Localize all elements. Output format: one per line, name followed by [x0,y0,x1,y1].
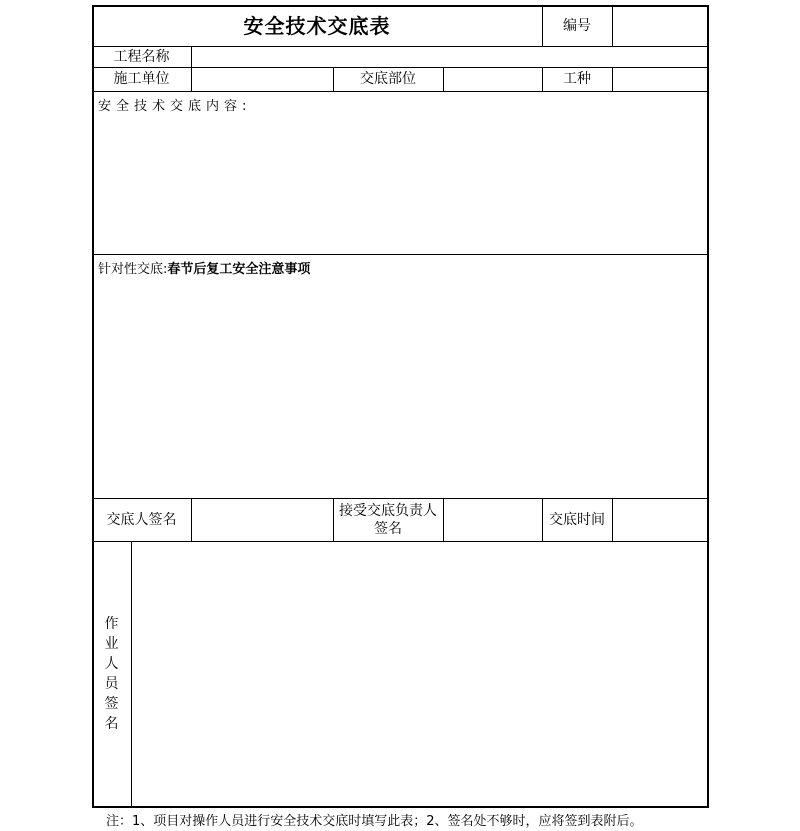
workers-label-char: 员 [104,676,119,692]
targeted-label: 针对性交底: [98,262,168,277]
work-type-label: 工种 [563,71,591,87]
receiver-signature-field[interactable] [443,498,542,541]
row-divider [92,541,709,542]
row-divider [92,91,709,92]
receiver-label-line1: 接受交底负责人 [339,502,437,519]
workers-label-char: 人 [104,656,119,672]
handover-person-label: 交底人签名 [106,511,177,528]
workers-label-char: 签 [104,696,119,712]
work-type-field[interactable] [612,67,709,91]
content-label: 安全技术交底内容: [98,99,252,114]
number-label: 编号 [563,17,591,34]
number-field[interactable] [612,5,709,46]
targeted-content-area[interactable] [94,278,707,496]
col-divider [131,541,132,808]
workers-signature-label [92,614,131,734]
handover-location-label: 交底部位 [360,71,416,87]
form-title: 安全技术交底表 [243,13,391,38]
handover-person-signature-field[interactable] [191,498,333,541]
receiver-label-line2: 签名 [374,520,402,537]
footnote: 注：1、项目对操作人员进行安全技术交底时填写此表；2、签名处不够时，应将签到表附后。 [106,814,643,829]
row-divider [92,254,709,255]
construction-unit-label: 施工单位 [113,71,170,87]
handover-location-field[interactable] [443,67,542,91]
handover-time-field[interactable] [612,498,709,541]
workers-label-char: 业 [104,636,119,652]
targeted-section-header [98,258,310,277]
content-area[interactable] [94,115,707,252]
workers-label-char: 名 [104,716,119,732]
receiver-label [333,498,443,541]
construction-unit-field[interactable] [191,67,333,91]
project-name-field[interactable] [191,46,709,67]
project-name-label: 工程名称 [113,48,170,65]
handover-time-label: 交底时间 [549,511,605,528]
targeted-topic: 春节后复工安全注意事项 [167,262,311,277]
workers-label-char: 作 [104,616,119,632]
workers-signature-area[interactable] [133,543,707,806]
